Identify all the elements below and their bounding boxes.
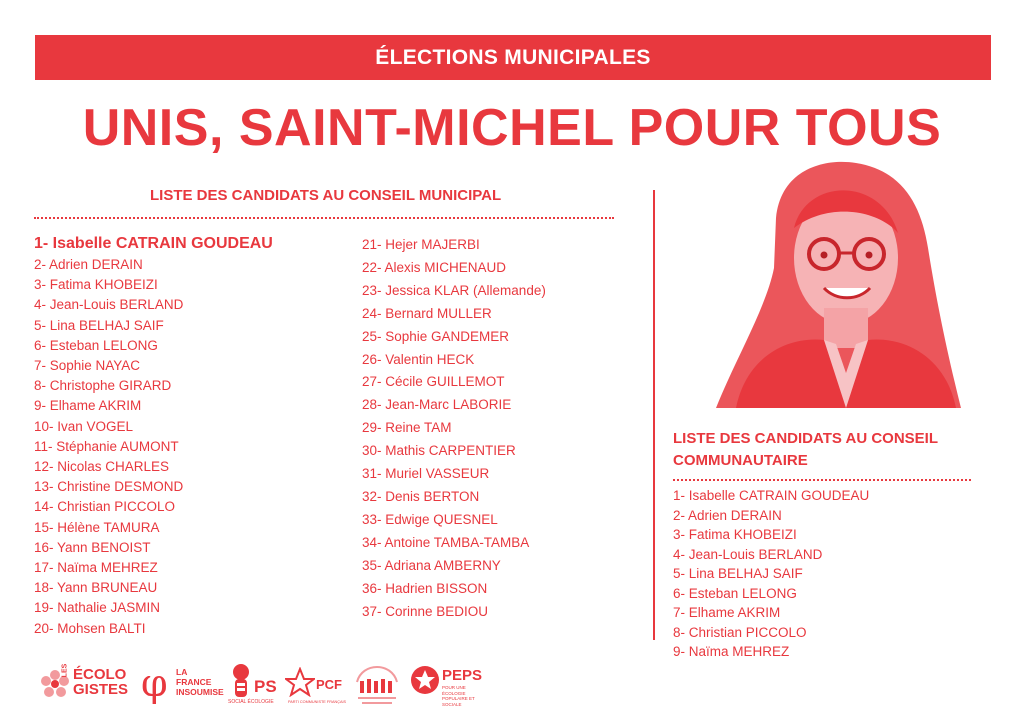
- peps-logo: PEPS: [442, 667, 483, 684]
- candidate-item: 9- Elhame AKRIM: [34, 398, 142, 414]
- candidate-item: 12- Nicolas CHARLES: [34, 459, 170, 475]
- candidate-item: 25- Sophie GANDEMER: [362, 328, 510, 344]
- candidate-item: 14- Christian PICCOLO: [34, 499, 176, 515]
- candidate-item: 1- Isabelle CATRAIN GOUDEAU: [673, 488, 870, 503]
- candidate-item: 13- Christine DESMOND: [34, 479, 184, 495]
- candidate-item: 16- Yann BENOIST: [34, 539, 151, 555]
- candidate-portrait: [706, 158, 978, 408]
- candidate-item: 7- Sophie NAYAC: [34, 358, 141, 374]
- candidate-item: 26- Valentin HECK: [362, 351, 475, 367]
- communautaire-list: [673, 486, 869, 662]
- candidate-item: 30- Mathis CARPENTIER: [362, 443, 516, 459]
- election-banner: ÉLECTIONS MUNICIPALES: [35, 35, 991, 80]
- ecologistes-logo: [73, 667, 128, 697]
- communautaire-heading-line1: LISTE DES CANDIDATS AU CONSEIL: [673, 430, 939, 447]
- candidate-item: 5- Lina BELHAJ SAIF: [34, 317, 164, 333]
- communautaire-heading: [673, 428, 938, 472]
- communautaire-heading-line2: COMMUNAUTAIRE: [673, 452, 808, 469]
- ps-subtitle: SOCIAL ÉCOLOGIE: [228, 699, 274, 705]
- citizens-group-icon: [352, 657, 402, 707]
- candidate-item: 20- Mohsen BALTI: [34, 620, 146, 636]
- communautaire-divider: [673, 479, 971, 481]
- pcf-subtitle: PARTI COMMUNISTE FRANÇAIS: [288, 700, 347, 704]
- candidate-item: 24- Bernard MULLER: [362, 305, 492, 321]
- candidate-item: 15- Hélène TAMURA: [34, 519, 160, 535]
- candidate-item: 4- Jean-Louis BERLAND: [34, 297, 184, 313]
- candidate-item: 37- Corinne BEDIOU: [362, 603, 489, 619]
- municipal-list-col2: [362, 234, 546, 623]
- candidate-item: 19- Nathalie JASMIN: [34, 600, 161, 616]
- candidate-item: 17- Naïma MEHREZ: [34, 560, 158, 576]
- candidate-item: 4- Jean-Louis BERLAND: [673, 546, 823, 562]
- candidate-item: 22- Alexis MICHENAUD: [362, 259, 507, 275]
- peps-emblem-icon: [410, 665, 440, 695]
- municipal-list-col1: [34, 234, 273, 639]
- candidate-item: 6- Esteban LELONG: [673, 585, 797, 601]
- page-title: UNIS, SAINT-MICHEL POUR TOUS: [82, 99, 942, 157]
- phi-icon: φ: [141, 661, 168, 705]
- candidate-item: 8- Christophe GIRARD: [34, 378, 172, 394]
- candidate-item: 29- Reine TAM: [362, 420, 452, 436]
- column-separator: [653, 190, 655, 640]
- candidate-item: 1- Isabelle CATRAIN GOUDEAU: [34, 235, 273, 252]
- ecolo-line2: GISTES: [73, 681, 129, 698]
- municipal-divider: [34, 217, 614, 219]
- candidate-item: 27- Cécile GUILLEMOT: [362, 374, 505, 390]
- candidate-item: 33- Edwige QUESNEL: [362, 511, 498, 527]
- candidate-item: 5- Lina BELHAJ SAIF: [673, 566, 803, 581]
- candidate-item: 10- Ivan VOGEL: [34, 418, 134, 434]
- lfi-line2: FRANCE: [176, 677, 212, 687]
- candidate-item: 35- Adriana AMBERNY: [362, 557, 501, 573]
- candidate-item: 28- Jean-Marc LABORIE: [362, 397, 512, 413]
- candidate-item: 11- Stéphanie AUMONT: [34, 438, 179, 454]
- candidate-item: 21- Hejer MAJERBI: [362, 237, 480, 252]
- lfi-logo: [176, 667, 224, 697]
- fist-rose-icon: [228, 663, 254, 699]
- candidate-item: 31- Muriel VASSEUR: [362, 466, 490, 482]
- candidate-item: 23- Jessica KLAR (Allemande): [362, 282, 546, 298]
- candidate-item: 9- Naïma MEHREZ: [673, 644, 790, 659]
- candidate-item: 7- Elhame AKRIM: [673, 605, 781, 620]
- candidate-item: 32- Denis BERTON: [362, 488, 480, 504]
- candidate-item: 2- Adrien DERAIN: [673, 507, 782, 523]
- ecolo-les: LES: [61, 663, 69, 678]
- candidate-item: 3- Fatima KHOBEIZI: [34, 277, 158, 293]
- candidate-item: 34- Antoine TAMBA-TAMBA: [362, 534, 530, 550]
- pcf-logo: PCF: [316, 677, 342, 692]
- candidate-item: 6- Esteban LELONG: [34, 337, 158, 353]
- candidate-item: 8- Christian PICCOLO: [673, 624, 807, 640]
- ps-logo: PS: [254, 677, 277, 696]
- star-icon: [285, 667, 315, 697]
- candidate-item: 18- Yann BRUNEAU: [34, 580, 158, 596]
- lfi-line3: INSOUMISE: [176, 687, 224, 697]
- candidate-item: 3- Fatima KHOBEIZI: [673, 527, 797, 542]
- lfi-line1: LA: [176, 667, 188, 677]
- peps-subtitle: POUR UNE ÉCOLOGIE POPULAIRE ET SOCIALE: [442, 685, 475, 707]
- candidate-item: 36- Hadrien BISSON: [362, 580, 488, 596]
- candidate-item: 2- Adrien DERAIN: [34, 257, 143, 272]
- municipal-heading: LISTE DES CANDIDATS AU CONSEIL MUNICIPAL: [150, 187, 502, 204]
- party-logos: [40, 655, 510, 710]
- ecolo-line1: ÉCOLO: [73, 666, 127, 683]
